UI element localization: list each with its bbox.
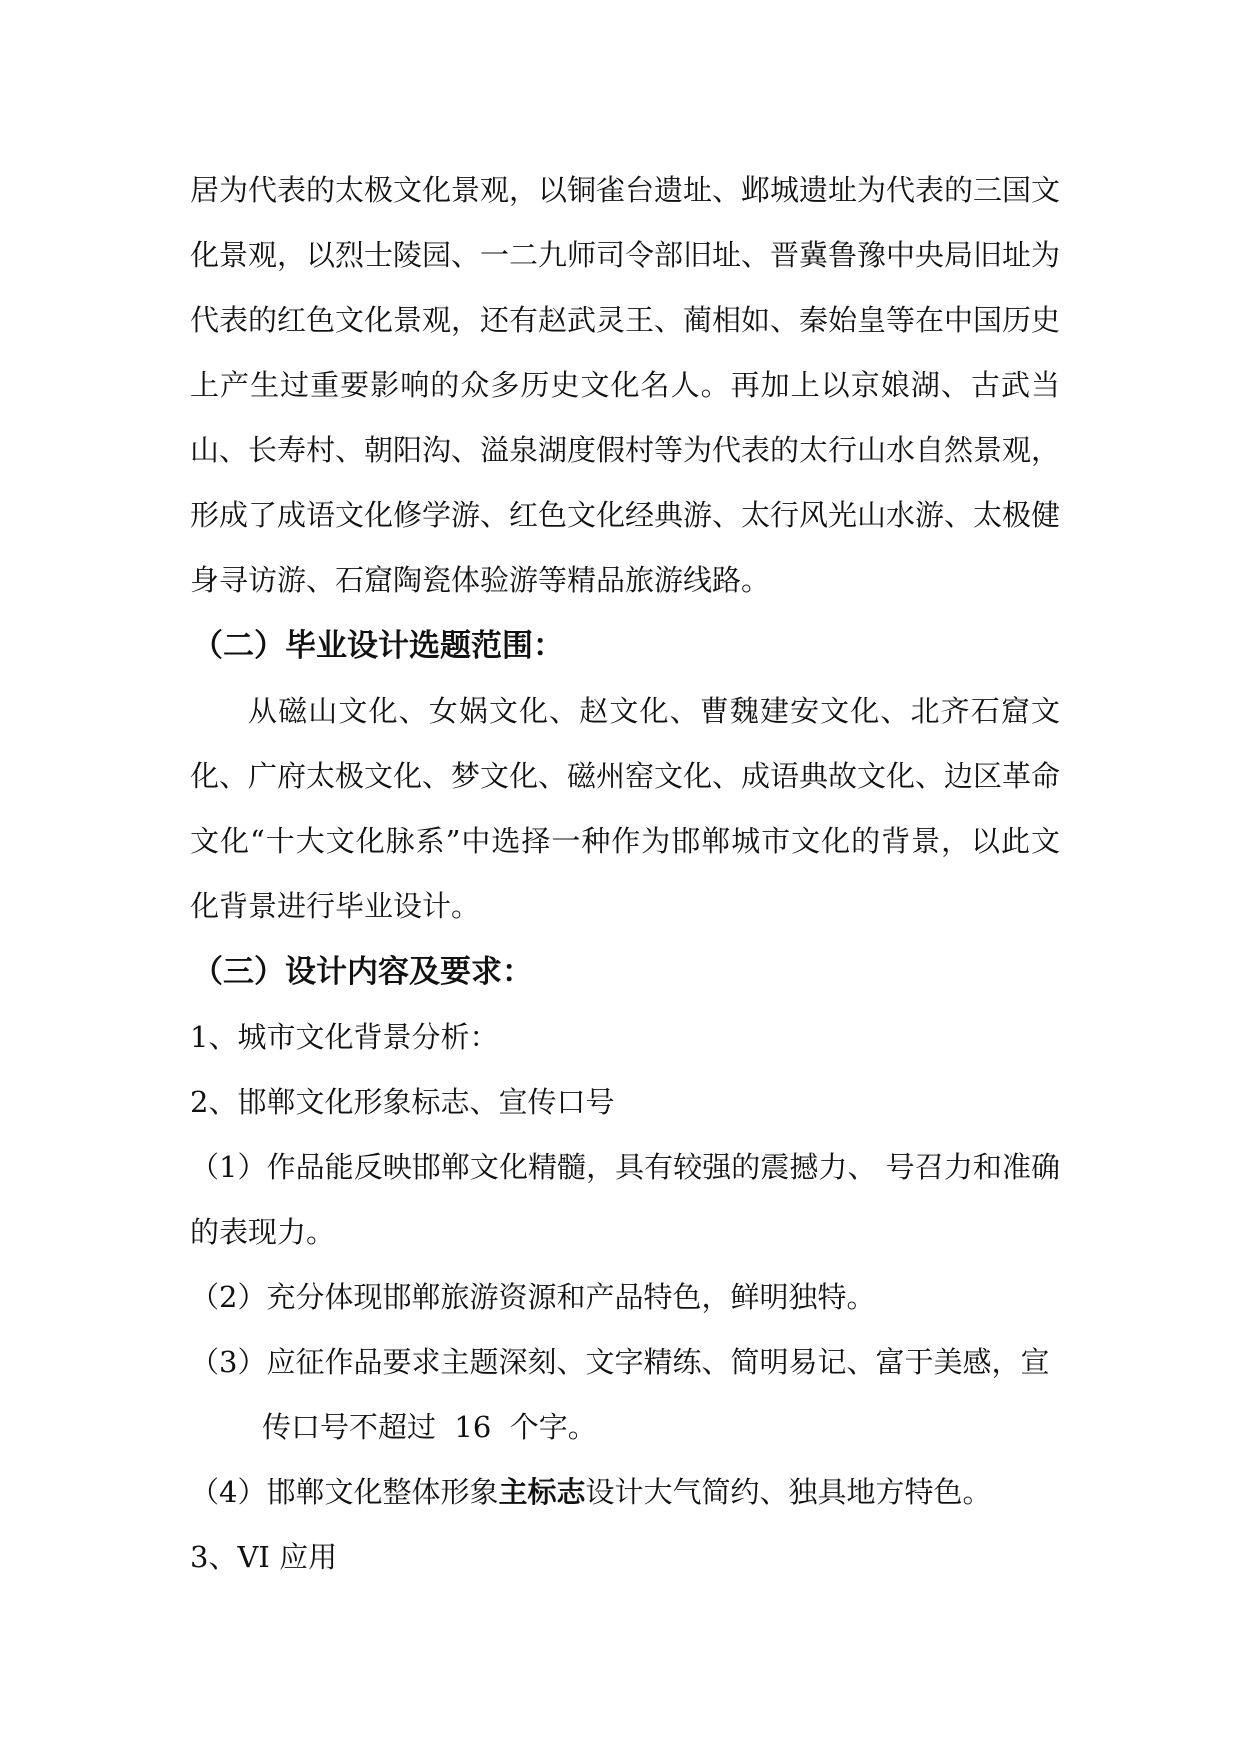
- intro-paragraph: 居为代表的太极文化景观，以铜雀台遗址、邺城遗址为代表的三国文化景观，以烈士陵园、一二九师司令部旧址、晋冀鲁豫中央局旧址为代表的红色文化景观，还有赵武灵王、蔺相如、秦始皇等在中国历史上产生过重要影响的众多历史文化名人。再加上以京娘湖、古武当山、长寿村、朝阳沟、溢泉湖度假村等为代表的太行山水自然景观，形成了成语文化修学游、红色文化经典游、太行风光山水游、太极健身寻访游、石窟陶瓷体验游等精品旅游线路。: [190, 173, 1061, 597]
- sub-item-4-bold-main-logo: 主标志: [498, 1475, 586, 1509]
- section-2-paragraph: 从磁山文化、女娲文化、赵文化、曹魏建安文化、北齐石窟文化、广府太极文化、梦文化、磁州窑文化、成语典故文化、边区革命文化“十大文化脉系”中选择一种作为邯郸城市文化的背景，以此文化背景进行毕业设计。: [190, 694, 1061, 923]
- item-3-vi-application: 3、VI 应用: [190, 1540, 338, 1574]
- document-body: [190, 158, 1060, 1590]
- item-1-city-culture-analysis: 1、城市文化背景分析：: [190, 1020, 499, 1054]
- sub-item-4-prefix: （4）邯郸文化整体形象: [190, 1475, 499, 1509]
- sub-item-4-suffix: 设计大气简约、独具地方特色。: [585, 1475, 992, 1509]
- sub-item-2: （2）充分体现邯郸旅游资源和产品特色，鲜明独特。: [190, 1280, 876, 1314]
- item-2-logo-slogan: 2、邯郸文化形象标志、宣传口号: [190, 1085, 615, 1119]
- sub-item-3-line-2: 传口号不超过 16 个字。: [262, 1410, 597, 1444]
- sub-item-1: （1）作品能反映邯郸文化精髓，具有较强的震撼力、 号召力和准确的表现力。: [190, 1150, 1060, 1249]
- section-3-heading: （三）设计内容及要求：: [192, 954, 533, 990]
- sub-item-3-line-1: （3）应征作品要求主题深刻、文字精练、简明易记、富于美感，宣: [190, 1345, 1050, 1379]
- sub-item-4: [190, 1460, 1060, 1525]
- section-2-heading: （二）毕业设计选题范围：: [192, 628, 564, 664]
